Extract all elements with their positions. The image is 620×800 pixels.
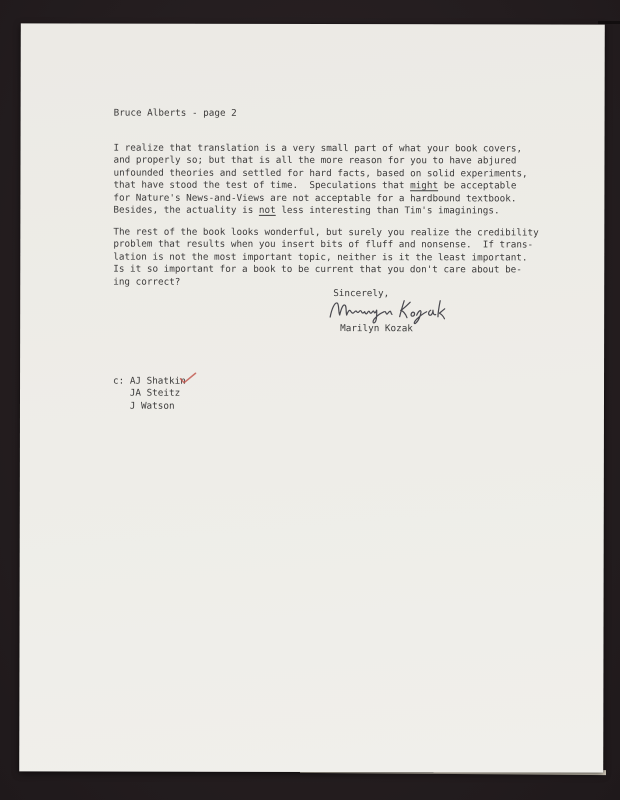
text-segment: not [258, 205, 276, 217]
text-segment: and properly so; but that is all the more reason for you to have abjured [113, 155, 517, 167]
cc-list [113, 351, 186, 438]
closing-line: Sincerely, [333, 288, 390, 300]
text-segment: be acceptable [438, 180, 517, 192]
text-segment: that have stood the test of time. Speculations that [113, 179, 411, 192]
typed-signature-name: Marilyn Kozak [340, 323, 413, 335]
text-segment: The rest of the book looks wonderful, but surely you realize the credibility [113, 226, 539, 239]
letter-page [19, 23, 605, 772]
text-segment: less interesting than Tim's imaginings. [275, 205, 500, 217]
text-segment: J Watson [112, 400, 175, 412]
paragraph-1 [113, 143, 527, 219]
text-segment: JA Steitz [112, 387, 181, 400]
paragraph-2 [113, 227, 539, 290]
text-segment: for Nature's News-and-Views are not acceptable for a hardbound textbook. [113, 192, 517, 205]
text-segment: lation is not the most important topic, neither is it the least important. [113, 251, 528, 264]
text-segment: unfounded theories and settled for hard facts, based on solid experiments, [113, 167, 528, 180]
background-surface-seam [598, 21, 620, 24]
text-segment: might [410, 180, 439, 192]
text-segment: Besides, the actuality is [113, 204, 259, 217]
text-segment: problem that results when you insert bits of fluff and nonsense. If trans- [113, 239, 534, 251]
page-header: Bruce Alberts - page 2 [113, 107, 237, 119]
text-segment: ing correct? [113, 276, 181, 288]
text-segment: I realize that translation is a very small part of what your book covers, [113, 142, 523, 155]
handwritten-signature [328, 296, 478, 326]
text-segment: c: AJ Shatkin [113, 375, 186, 387]
text-segment: Is it so important for a book to be current that you don't care about be- [113, 263, 522, 276]
red-checkmark-icon [179, 372, 197, 385]
